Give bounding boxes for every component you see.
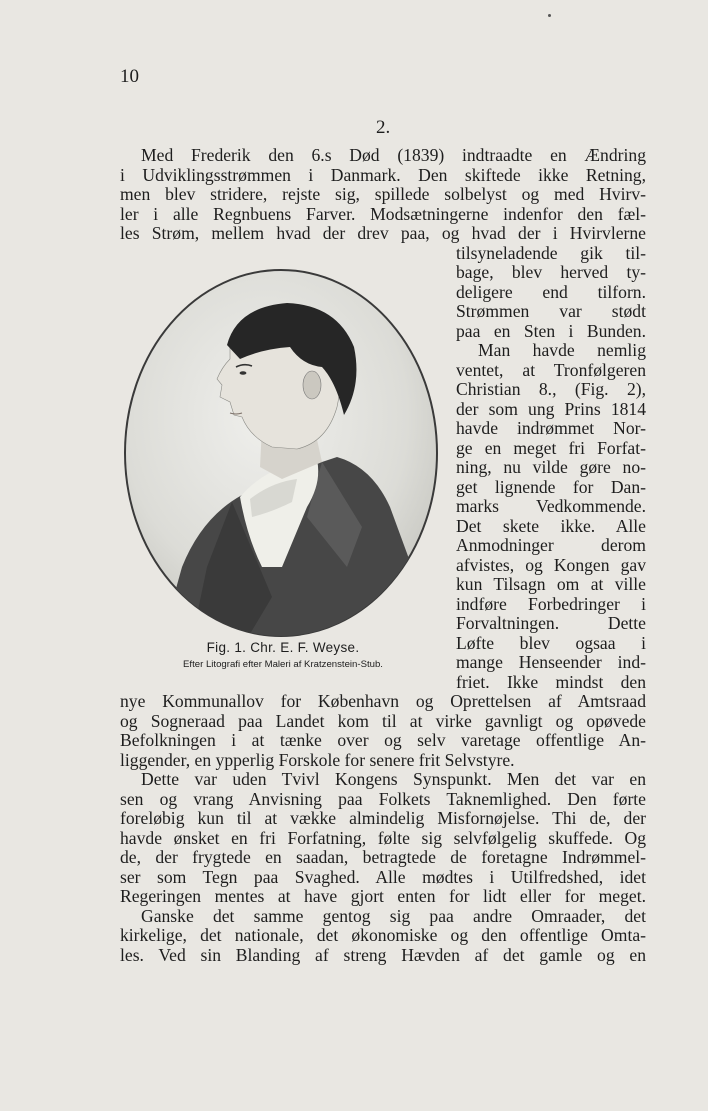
text-line: havde indrømmet Nor- [456, 418, 646, 438]
text-line: der som ung Prins 1814 [456, 398, 646, 419]
text-line: havde ønsket en fri Forfatning, følte sig selvfølgelig skuffede. Og [120, 827, 646, 848]
text-line: Anmodninger derom [456, 535, 646, 555]
text-line: ge en meget fri Forfat- [456, 437, 646, 458]
text-line: ventet, at Tronfølgeren [456, 359, 646, 380]
text-line: i Udviklingsstrømmen i Danmark. Den skiftede ikke Retning, [120, 164, 646, 185]
text-line: get lignende for Dan- [456, 476, 646, 497]
print-speck [548, 14, 551, 17]
text-line: Befolkningen i at tænke over og selv varetage offentlige An- [120, 730, 646, 750]
text-line: liggender, en ypperlig Forskole for senere frit Selvstyre. [120, 749, 515, 770]
text-line: Regeringen mentes at have gjort enten for lidt eller for meget. [120, 886, 646, 906]
text-line: Det skete ikke. Alle [456, 515, 646, 536]
text-line: de, der frygtede en saadan, betragtede de foretagne Indrømmel- [120, 847, 646, 867]
figure-caption-credit: Efter Litografi efter Maleri af Kratzenstein-Stub. [183, 659, 383, 670]
text-line: nye Kommunallov for København og Oprettelsen af Amtsraad [120, 691, 646, 711]
text-line: les Strøm, mellem hvad der drev paa, og hvad der i Hvirvlerne [120, 223, 646, 243]
text-line: Christian 8., (Fig. 2), [456, 379, 646, 399]
text-line: tilsyneladende gik til- [456, 242, 646, 263]
text-line: Med Frederik den 6.s Død (1839) indtraadte en Ændring [141, 145, 646, 165]
text-line: og Sogneraad paa Landet kom til at virke gavnligt og opøvede [120, 710, 646, 731]
text-line: Dette var uden Tvivl Kongens Synspunkt. Men det var en [141, 769, 646, 789]
figure-caption-title: Fig. 1. Chr. E. F. Weyse. [206, 640, 360, 655]
text-line: Strømmen var stødt [456, 301, 646, 321]
text-line: bage, blev herved ty- [456, 262, 646, 282]
text-line: ser som Tegn paa Svaghed. Alle mødtes i Utilfredshed, idet [120, 866, 646, 887]
text-line: friet. Ikke mindst den [456, 671, 646, 692]
text-line: kun Tilsagn om at ville [456, 574, 646, 594]
text-line: men blev stridere, rejste sig, spillede solbelyst og med Hvirv- [120, 184, 646, 204]
text-line: les. Ved sin Blanding af streng Hævden af det gamle og en [120, 944, 646, 965]
text-line: kirkelige, det nationale, det økonomiske og den offentlige Omta- [120, 925, 646, 945]
text-line: Løfte blev ogsaa i [456, 632, 646, 653]
text-line: mange Henseender ind- [456, 652, 646, 672]
text-line: deligere end tilforn. [456, 281, 646, 302]
portrait-image [122, 267, 440, 639]
text-line: ler i alle Regnbuens Farver. Modsætningerne indenfor den fæl- [120, 203, 646, 224]
text-line: indføre Forbedringer i [456, 593, 646, 614]
text-line: afvistes, og Kongen gav [456, 554, 646, 575]
text-line: Ganske det samme gentog sig paa andre Omraader, det [141, 905, 646, 926]
text-line: Man havde nemlig [478, 340, 646, 360]
page-number: 10 [120, 66, 139, 87]
text-line: Forvaltningen. Dette [456, 613, 646, 633]
text-line: sen og vrang Anvisning paa Folkets Taknemlighed. Den førte [120, 788, 646, 809]
text-line: paa en Sten i Bunden. [456, 320, 646, 341]
text-line: ning, nu vilde gøre no- [456, 457, 646, 477]
text-line: marks Vedkommende. [456, 496, 646, 516]
portrait-figure [122, 267, 440, 639]
section-number: 2. [376, 117, 391, 138]
text-line: foreløbig kun til at vække almindelig Misfornøjelse. Thi de, der [120, 808, 646, 828]
